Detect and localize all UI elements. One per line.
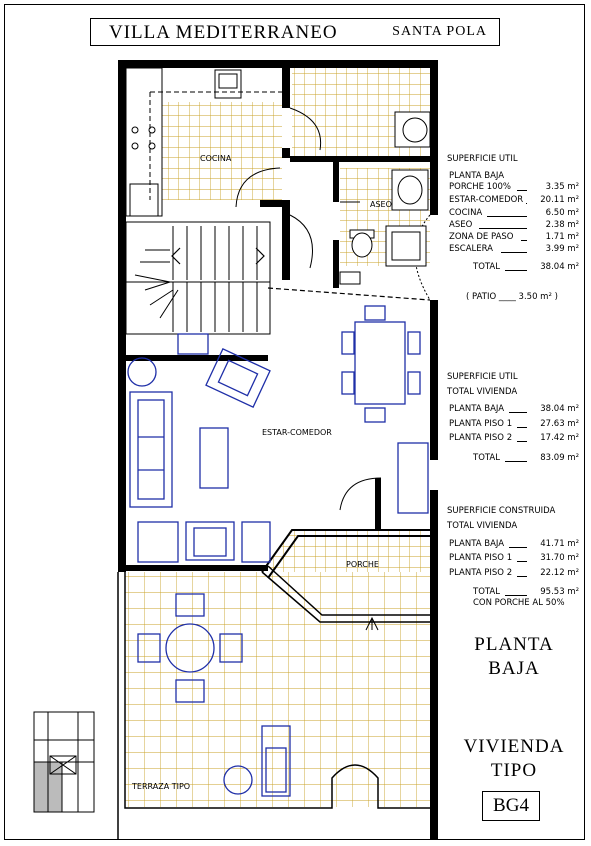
area-row: PLANTA BAJA 38.04 m² — [449, 404, 579, 414]
project-title: VILLA MEDITERRANEO — [109, 22, 338, 43]
area-row: ASEO 2.38 m² — [449, 220, 579, 230]
area-row: PLANTA PISO 2 22.12 m² — [449, 568, 579, 578]
built-total-subheading: TOTAL VIVIENDA — [447, 521, 518, 531]
terraza-tiles — [125, 572, 430, 807]
useful-area-subheading: PLANTA BAJA — [449, 171, 505, 181]
area-row: ESCALERA 3.99 m² — [449, 244, 579, 254]
area-row: ZONA DE PASO 1.71 m² — [449, 232, 579, 242]
floor-title-line1: PLANTA — [474, 634, 554, 655]
porch-note: CON PORCHE AL 50% — [473, 598, 565, 608]
area-total-row: TOTAL 95.53 m² — [473, 587, 579, 597]
useful-area-heading: SUPERFICIE UTIL — [447, 154, 518, 164]
area-row: PLANTA PISO 1 31.70 m² — [449, 553, 579, 563]
room-label-terraza: TERRAZA TIPO — [132, 782, 191, 791]
useful-total-subheading: TOTAL VIVIENDA — [447, 387, 518, 397]
key-plan — [34, 712, 94, 812]
area-total-row: TOTAL 38.04 m² — [473, 262, 579, 272]
area-row: PLANTA BAJA 41.71 m² — [449, 539, 579, 549]
useful-total-heading: SUPERFICIE UTIL — [447, 372, 518, 382]
project-location: SANTA POLA — [392, 24, 487, 39]
room-label-porche: PORCHE — [346, 560, 379, 569]
patio-note: ( PATIO ____ 3.50 m² ) — [466, 292, 558, 302]
room-label-aseo: ASEO — [370, 200, 392, 209]
type-title-line1: VIVIENDA — [463, 736, 565, 757]
area-row: ESTAR-COMEDOR 20.11 m² — [449, 195, 579, 205]
plan-code: BG4 — [482, 791, 540, 821]
room-label-estar: ESTAR-COMEDOR — [262, 428, 332, 437]
room-label-cocina: COCINA — [200, 154, 232, 163]
type-title-line2: TIPO — [490, 760, 538, 781]
area-row: PLANTA PISO 1 27.63 m² — [449, 419, 579, 429]
area-row: COCINA 6.50 m² — [449, 208, 579, 218]
area-row: PORCHE 100% 3.35 m² — [449, 182, 579, 192]
floor-title-line2: BAJA — [488, 658, 540, 679]
staircase — [126, 222, 270, 334]
area-row: PLANTA PISO 2 17.42 m² — [449, 433, 579, 443]
cocina-tiles — [160, 102, 282, 200]
built-total-heading: SUPERFICIE CONSTRUIDA — [447, 506, 556, 516]
tiled-floors — [125, 68, 430, 807]
area-total-row: TOTAL 83.09 m² — [473, 453, 579, 463]
